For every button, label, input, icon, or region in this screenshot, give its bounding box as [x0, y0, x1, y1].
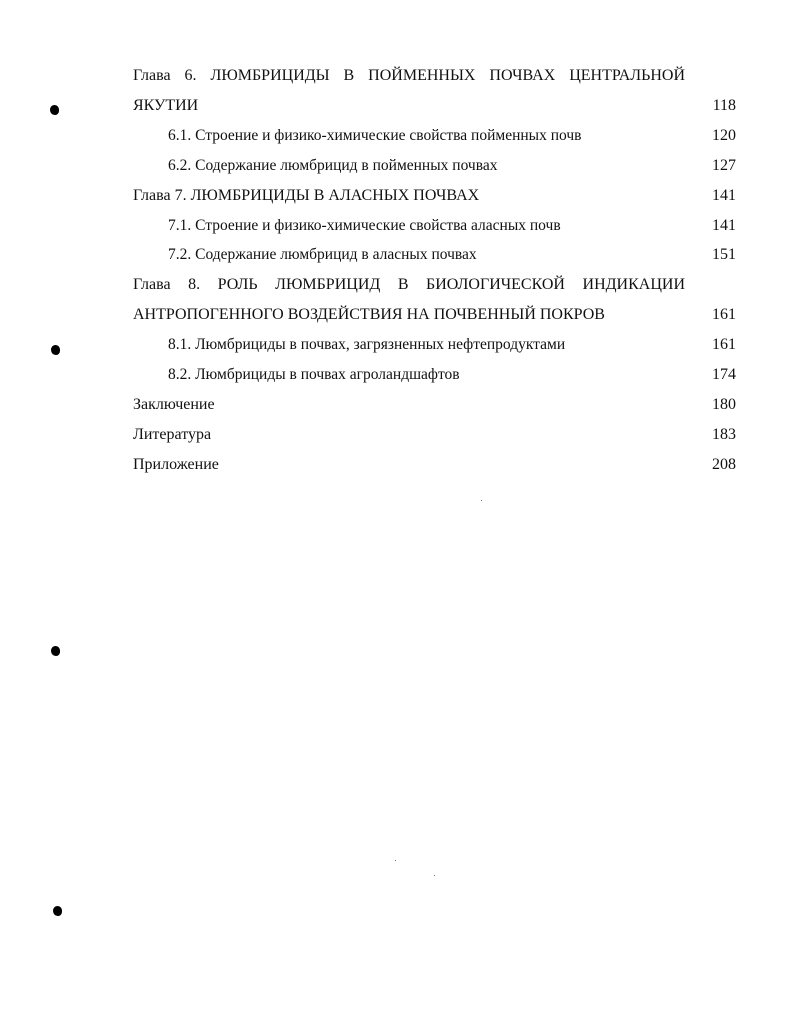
appendix-title: Приложение — [133, 456, 219, 473]
chapter-8-title-line-2: АНТРОПОГЕННОГО ВОЗДЕЙСТВИЯ НА ПОЧВЕННЫЙ ПОКРОВ — [133, 306, 605, 323]
section-7-2-page-number: 151 — [712, 246, 736, 263]
chapter-8-title-line-1: Глава 8. РОЛЬ ЛЮМБРИЦИД В БИОЛОГИЧЕСКОЙ ИНДИКАЦИИ — [133, 276, 685, 293]
chapter-6-title-line-2: ЯКУТИИ — [133, 97, 199, 114]
conclusion-page-number: 180 — [712, 396, 736, 413]
binding-hole-mark — [51, 345, 60, 355]
appendix-page-number: 208 — [712, 456, 736, 473]
section-6-1-page-number: 120 — [712, 127, 736, 144]
section-8-2-title: 8.2. Люмбрициды в почвах агроландшафтов — [168, 366, 460, 383]
literature-title: Литература — [133, 426, 212, 443]
chapter-8-page-number: 161 — [712, 306, 736, 323]
section-8-2-page-number: 174 — [712, 366, 736, 383]
section-7-1-page-number: 141 — [712, 217, 736, 234]
section-6-2-page-number: 127 — [712, 157, 736, 174]
literature-page-number: 183 — [712, 426, 736, 443]
chapter-6-page-number: 118 — [712, 97, 736, 114]
chapter-6-title-line-1: Глава 6. ЛЮМБРИЦИДЫ В ПОЙМЕННЫХ ПОЧВАХ ЦЕНТРАЛЬНОЙ — [133, 67, 685, 84]
section-8-1-page-number: 161 — [712, 336, 736, 353]
binding-hole-mark — [51, 646, 60, 656]
chapter-7-page-number: 141 — [712, 187, 736, 204]
scan-speck — [434, 875, 435, 876]
binding-hole-mark — [50, 105, 59, 115]
chapter-7-title: Глава 7. ЛЮМБРИЦИДЫ В АЛАСНЫХ ПОЧВАХ — [133, 187, 480, 204]
section-7-2-title: 7.2. Содержание люмбрицид в аласных почвах — [168, 246, 477, 263]
section-6-1-title: 6.1. Строение и физико-химические свойства пойменных почв — [168, 127, 582, 144]
binding-hole-mark — [53, 906, 62, 916]
scan-speck — [395, 860, 396, 861]
section-6-2-title: 6.2. Содержание люмбрицид в пойменных почвах — [168, 157, 498, 174]
section-7-1-title: 7.1. Строение и физико-химические свойства аласных почв — [168, 217, 561, 234]
scan-speck — [481, 500, 482, 501]
conclusion-title: Заключение — [133, 396, 215, 413]
section-8-1-title: 8.1. Люмбрициды в почвах, загрязненных нефтепродуктами — [168, 336, 566, 353]
